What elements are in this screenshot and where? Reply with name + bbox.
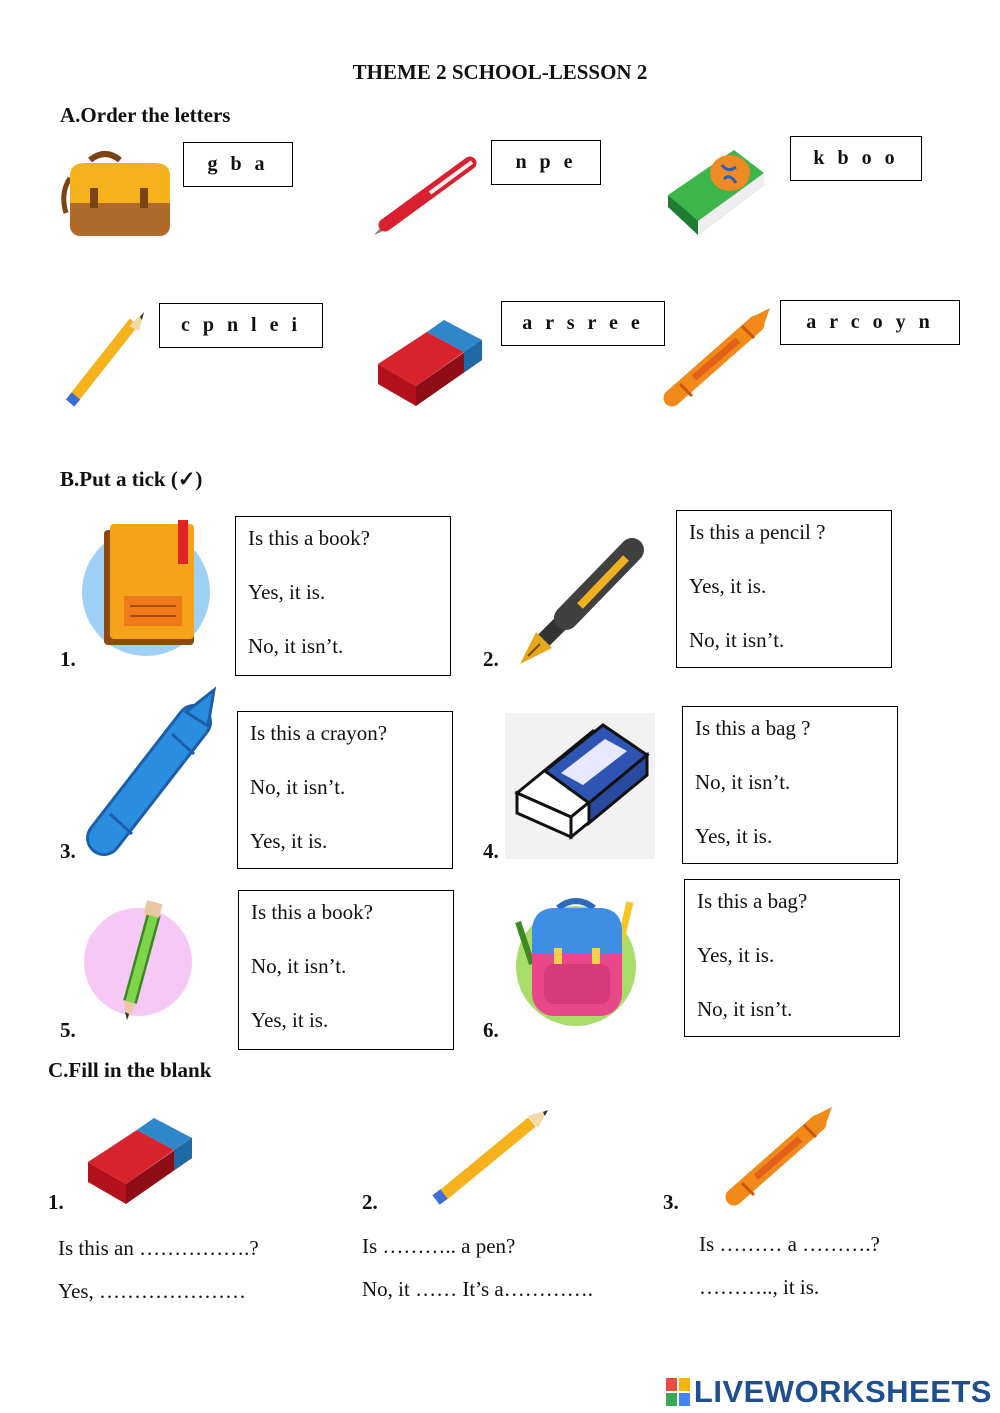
answer-option[interactable]: No, it isn’t. bbox=[251, 954, 347, 978]
answer-option[interactable]: No, it isn’t. bbox=[250, 775, 346, 799]
book-icon bbox=[664, 145, 768, 241]
pen-icon bbox=[370, 155, 480, 240]
fill-line[interactable]: ……….., it is. bbox=[699, 1275, 820, 1299]
question-box bbox=[682, 706, 898, 864]
blue-eraser-icon bbox=[505, 713, 655, 859]
liveworksheets-logo bbox=[666, 1374, 992, 1410]
answer-option[interactable]: Yes, it is. bbox=[251, 1008, 329, 1032]
question-text: Is this a book? bbox=[251, 900, 373, 924]
green-pencil-icon bbox=[84, 898, 194, 1022]
answer-option[interactable]: Yes, it is. bbox=[689, 574, 767, 598]
item-number: 1. bbox=[48, 1190, 64, 1214]
logo-block bbox=[666, 1393, 677, 1406]
fill-line[interactable]: Yes, ………………… bbox=[58, 1279, 247, 1303]
question-text: Is this a book? bbox=[248, 526, 370, 550]
question-text: Is this a bag ? bbox=[695, 716, 811, 740]
blue-crayon-icon bbox=[86, 688, 220, 856]
answer-option[interactable]: No, it isn’t. bbox=[697, 997, 793, 1021]
item-number: 3. bbox=[60, 839, 76, 863]
item-number: 2. bbox=[483, 647, 499, 671]
section-b-heading: B.Put a tick (✓) bbox=[60, 467, 203, 491]
backpack-icon bbox=[510, 892, 644, 1024]
scrambled-word-box[interactable]: k b o o bbox=[790, 136, 922, 181]
scrambled-word-box[interactable]: a r c o y n bbox=[780, 300, 960, 345]
question-box bbox=[238, 890, 454, 1050]
section-a-heading: A.Order the letters bbox=[60, 103, 231, 127]
section-c-heading: C.Fill in the blank bbox=[48, 1058, 212, 1082]
item-number: 5. bbox=[60, 1018, 76, 1042]
scrambled-word-box[interactable]: a r s r e e bbox=[501, 301, 665, 346]
scrambled-word-box[interactable]: c p n l e i bbox=[159, 303, 323, 348]
pencil-icon bbox=[432, 1108, 550, 1204]
crayon-icon bbox=[664, 306, 776, 406]
question-box bbox=[235, 516, 451, 676]
item-number: 6. bbox=[483, 1018, 499, 1042]
answer-option[interactable]: Yes, it is. bbox=[697, 943, 775, 967]
pencil-icon bbox=[66, 310, 148, 406]
logo-block bbox=[666, 1378, 677, 1391]
page-title: THEME 2 SCHOOL-LESSON 2 bbox=[352, 60, 648, 84]
question-box bbox=[684, 879, 900, 1037]
item-number: 2. bbox=[362, 1190, 378, 1214]
item-number: 3. bbox=[663, 1190, 679, 1214]
logo-block bbox=[679, 1378, 690, 1391]
scrambled-word-box[interactable]: g b a bbox=[183, 142, 293, 187]
item-number: 1. bbox=[60, 647, 76, 671]
fill-line[interactable]: Is ……… a ……….? bbox=[699, 1232, 880, 1256]
logo-blocks-icon bbox=[666, 1378, 690, 1406]
answer-option[interactable]: No, it isn’t. bbox=[695, 770, 791, 794]
answer-option[interactable]: Yes, it is. bbox=[248, 580, 326, 604]
question-box bbox=[237, 711, 453, 869]
fountain-pen-icon bbox=[518, 536, 644, 666]
fill-line[interactable]: No, it …… It’s a…………. bbox=[362, 1277, 593, 1301]
logo-block bbox=[679, 1393, 690, 1406]
answer-option[interactable]: No, it isn’t. bbox=[248, 634, 344, 658]
fill-line[interactable]: Is ……….. a pen? bbox=[362, 1234, 516, 1258]
scrambled-word-box[interactable]: n p e bbox=[491, 140, 601, 185]
bag-icon bbox=[60, 148, 176, 238]
answer-option[interactable]: No, it isn’t. bbox=[689, 628, 785, 652]
eraser-icon bbox=[82, 1112, 196, 1206]
answer-option[interactable]: Yes, it is. bbox=[250, 829, 328, 853]
eraser-icon bbox=[372, 314, 486, 408]
question-box bbox=[676, 510, 892, 668]
notebook-icon bbox=[82, 512, 214, 657]
fill-line[interactable]: Is this an …………….? bbox=[58, 1236, 259, 1260]
item-number: 4. bbox=[483, 839, 499, 863]
question-text: Is this a crayon? bbox=[250, 721, 388, 745]
crayon-icon bbox=[726, 1105, 838, 1205]
answer-option[interactable]: Yes, it is. bbox=[695, 824, 773, 848]
question-text: Is this a bag? bbox=[697, 889, 808, 913]
brand-text: LIVEWORKSHEETS bbox=[693, 1374, 992, 1409]
question-text: Is this a pencil ? bbox=[689, 520, 826, 544]
